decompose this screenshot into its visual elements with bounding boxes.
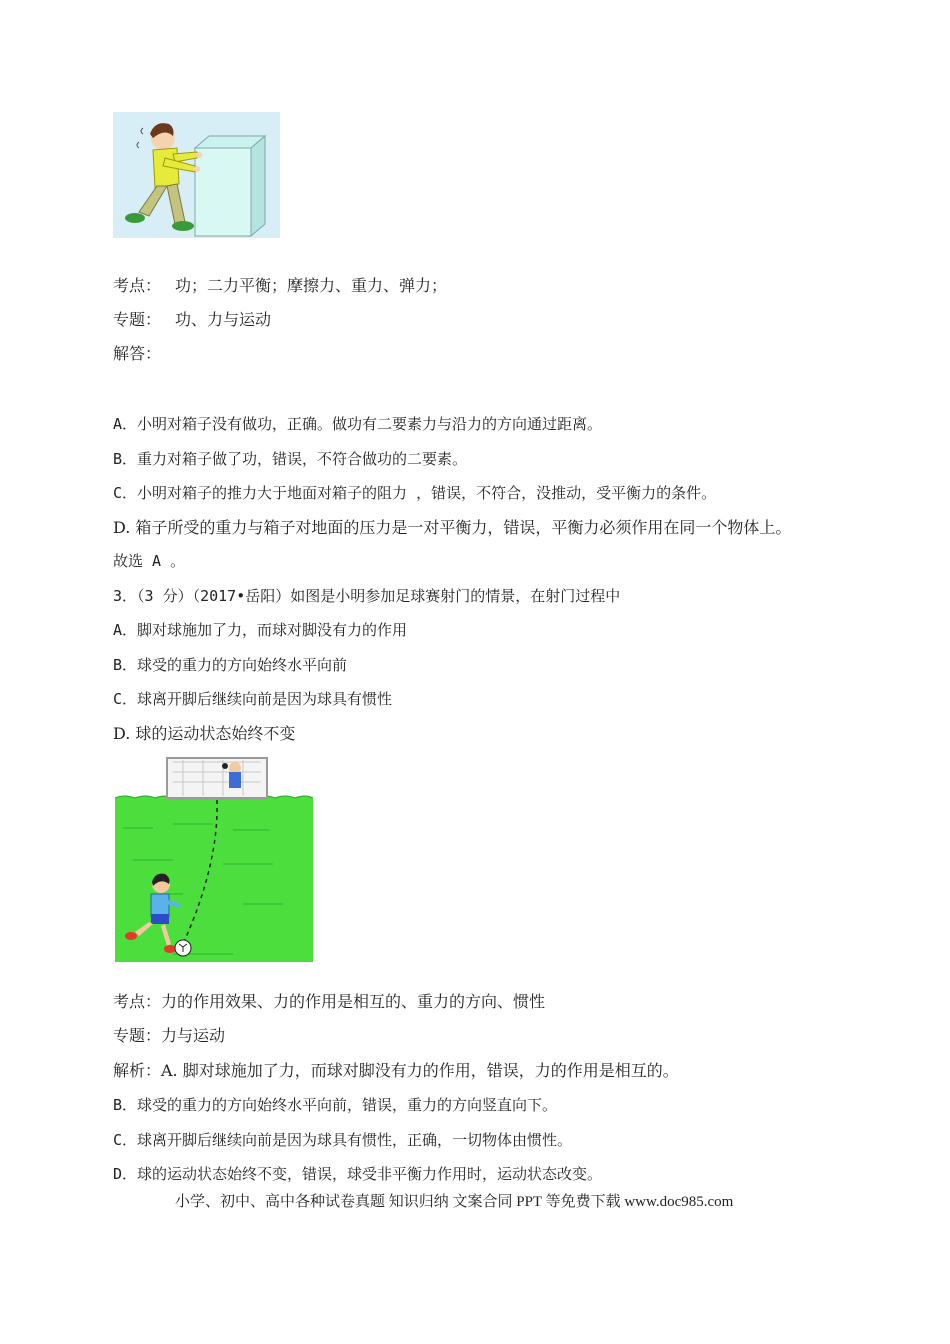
q3-option-b: B．球受的重力的方向始终水平向前 xyxy=(113,656,348,674)
q3-kaodian: 考点：力的作用效果、力的作用是相互的、重力的方向、惯性 xyxy=(113,992,546,1011)
choice-line: 故选 A 。 xyxy=(113,552,186,570)
q3-option-a: A．脚对球施加了力，而球对脚没有力的作用 xyxy=(113,621,408,639)
answer-d: D. 箱子所受的重力与箱子对地面的压力是一对平衡力，错误，平衡力必须作用在同一个物体上。 xyxy=(113,518,792,537)
q3-option-d: D. 球的运动状态始终不变 xyxy=(113,724,296,743)
q3-analysis-d: D．球的运动状态始终不变，错误，球受非平衡力作用时，运动状态改变。 xyxy=(113,1165,603,1183)
zhuanti-text: 功、力与运动 xyxy=(175,310,272,329)
q3-analysis-a: 解析：A. 脚对球施加了力，而球对脚没有力的作用，错误，力的作用是相互的。 xyxy=(113,1061,679,1080)
kaodian-label: 考点： xyxy=(113,276,162,295)
q3-analysis-c: C．球离开脚后继续向前是因为球具有惯性，正确，一切物体由惯性。 xyxy=(113,1131,573,1149)
q3-zhuanti: 专题：力与运动 xyxy=(113,1026,226,1045)
answer-c: C．小明对箱子的推力大于地面对箱子的阻力 ，错误，不符合，没推动，受平衡力的条件。 xyxy=(113,484,717,502)
question-3-stem: 3．（3 分）（2017•岳阳）如图是小明参加足球赛射门的情景，在射门过程中 xyxy=(113,587,621,605)
zhuanti-label: 专题： xyxy=(113,310,162,329)
q3-option-c: C．球离开脚后继续向前是因为球具有惯性 xyxy=(113,690,393,708)
answer-b: B．重力对箱子做了功，错误，不符合做功的二要素。 xyxy=(113,450,468,468)
q3-analysis-b: B．球受的重力的方向始终水平向前，错误，重力的方向竖直向下。 xyxy=(113,1096,558,1114)
answer-a: A．小明对箱子没有做功，正确。做功有二要素力与沿力的方向通过距离。 xyxy=(113,415,603,433)
page-footer: 小学、初中、高中各种试卷真题 知识归纳 文案合同 PPT 等免费下载 www.doc985.com xyxy=(175,1194,734,1210)
soccer-shot-figure xyxy=(113,754,316,964)
jieda-label: 解答： xyxy=(113,344,162,363)
boy-pushing-box-figure xyxy=(113,112,280,238)
kaodian-text: 功；二力平衡；摩擦力、重力、弹力； xyxy=(175,276,448,295)
